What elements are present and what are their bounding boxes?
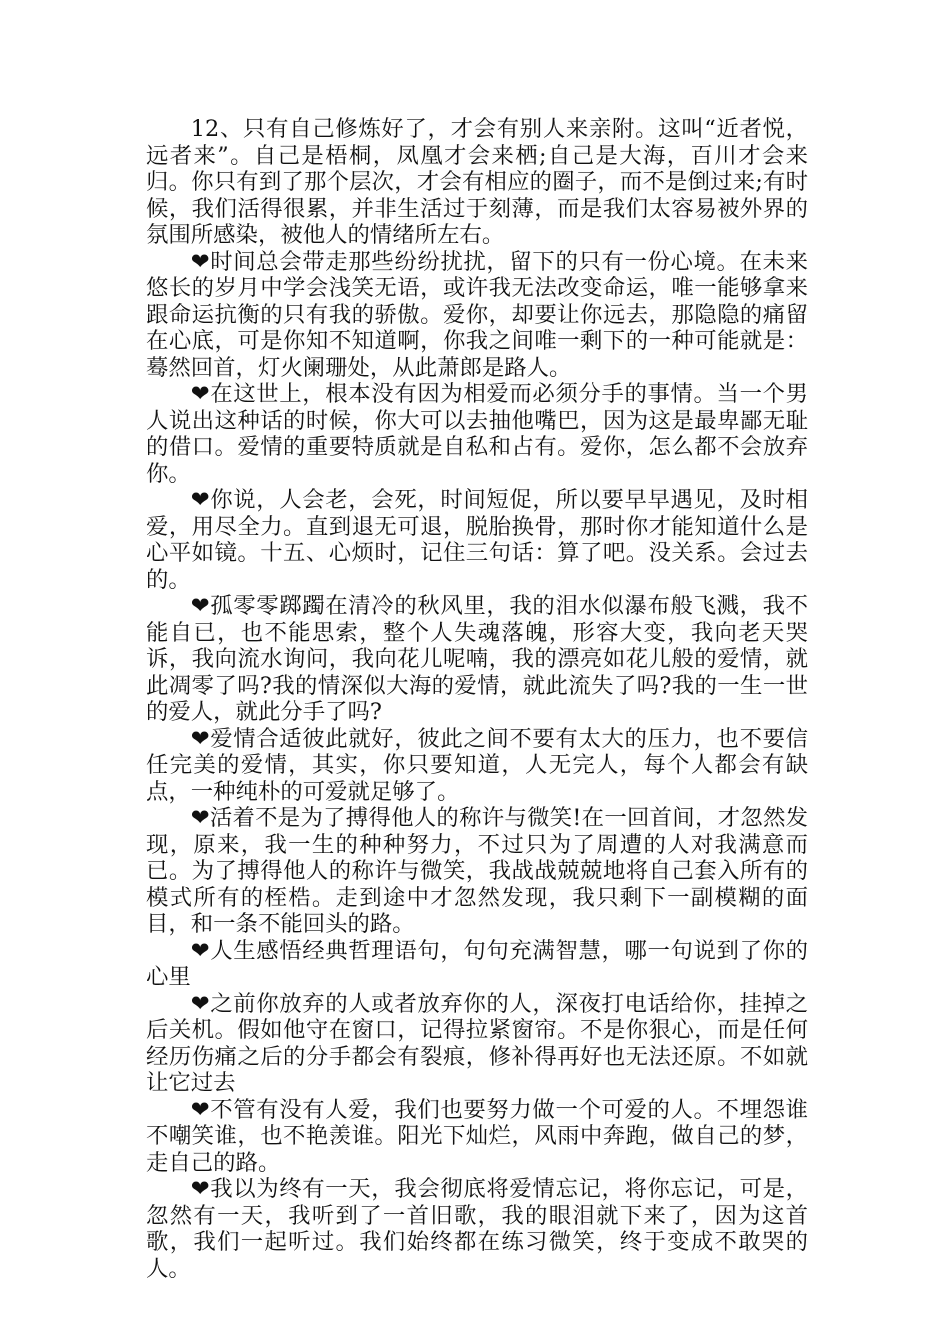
paragraph-1	[146, 116, 808, 249]
paragraph-text: 爱情合适彼此就好，彼此之间不要有太大的压力，也不要信任完美的爱情，其实，你只要知道，人无完人，每个人都会有缺点，一种纯朴的可爱就足够了。	[146, 725, 808, 805]
paragraph-text: 人生感悟经典哲理语句，句句充满智慧，哪一句说到了你的心里	[146, 937, 808, 990]
heart-icon: ❤	[190, 487, 211, 513]
paragraph-8	[146, 938, 808, 991]
paragraph-6	[146, 726, 808, 806]
paragraph-7	[146, 805, 808, 938]
paragraph-text: 活着不是为了搏得他人的称许与微笑!在一回首间，才忽然发现，原来，我一生的种种努力，不过只为了周遭的人对我满意而已。为了搏得他人的称许与微笑，我战战兢兢地将自己套入所有的模式所有的桎梏。走到途中才忽然发现，我只剩下一副模糊的面目，和一条不能回头的路。	[146, 805, 808, 937]
paragraph-text: 孤零零踯躅在清冷的秋风里，我的泪水似瀑布般飞溅，我不能自已，也不能思索，整个人失魂落魄，形容大变，我向老天哭诉，我向流水询问，我向花儿呢喃，我的漂亮如花儿般的爱情，就此凋零了吗?我的情深似大海的爱情，就此流失了吗?我的一生一世的爱人，就此分手了吗?	[146, 593, 808, 725]
heart-icon: ❤	[190, 593, 211, 619]
paragraph-11	[146, 1176, 808, 1282]
document-body	[146, 116, 808, 1282]
paragraph-3	[146, 381, 808, 487]
paragraph-text: 你说，人会老，会死，时间短促，所以要早早遇见，及时相爱，用尽全力。直到退无可退，脱胎换骨，那时你才能知道什么是心平如镜。十五、心烦时，记住三句话：算了吧。没关系。会过去的。	[146, 487, 808, 593]
heart-icon: ❤	[190, 248, 211, 275]
paragraph-text: 时间总会带走那些纷纷扰扰，留下的只有一份心境。在未来悠长的岁月中学会浅笑无语，或许我无法改变命运，唯一能够拿来跟命运抗衡的只有我的骄傲。爱你，却要让你远去，那隐隐的痛留在心底，可是你知不知道啊，你我之间唯一剩下的一种可能就是：蓦然回首，灯火阑珊处，从此萧郎是路人。	[146, 248, 808, 381]
paragraph-9	[146, 991, 808, 1097]
paragraph-10	[146, 1097, 808, 1177]
paragraph-2	[146, 249, 808, 382]
paragraph-text: 我以为终有一天，我会彻底将爱情忘记，将你忘记，可是，忽然有一天，我听到了一首旧歌，我的眼泪就下来了，因为这首歌，我们一起听过。我们始终都在练习微笑，终于变成不敢哭的人。	[146, 1176, 808, 1282]
heart-icon: ❤	[190, 805, 210, 831]
heart-icon: ❤	[190, 1176, 211, 1202]
heart-icon: ❤	[190, 381, 211, 407]
heart-icon: ❤	[190, 937, 211, 964]
paragraph-text: 在这世上，根本没有因为相爱而必须分手的事情。当一个男人说出这种话的时候，你大可以去抽他嘴巴，因为这是最卑鄙无耻的借口。爱情的重要特质就是自私和占有。爱你，怎么都不会放弃你。	[146, 381, 808, 487]
heart-icon: ❤	[190, 725, 211, 752]
paragraph-text: 12、只有自己修炼好了，才会有别人来亲附。这叫“近者悦，远者来”。自己是梧桐，凤凰才会来栖;自己是大海，百川才会来归。你只有到了那个层次，才会有相应的圈子，而不是倒过来;有时候，我们活得很累，并非生活过于刻薄，而是我们太容易被外界的氛围所感染，被他人的情绪所左右。	[146, 116, 808, 248]
paragraph-text: 不管有没有人爱，我们也要努力做一个可爱的人。不埋怨谁不嘲笑谁，也不艳羡谁。阳光下灿烂，风雨中奔跑，做自己的梦，走自己的路。	[146, 1096, 808, 1176]
heart-icon: ❤	[190, 1096, 211, 1123]
heart-icon: ❤	[190, 990, 211, 1017]
paragraph-text: 之前你放弃的人或者放弃你的人，深夜打电话给你，挂掉之后关机。假如他守在窗口，记得拉紧窗帘。不是你狠心，而是任何经历伤痛之后的分手都会有裂痕，修补得再好也无法还原。不如就让它过去	[146, 990, 808, 1096]
paragraph-4	[146, 487, 808, 593]
paragraph-5	[146, 593, 808, 726]
